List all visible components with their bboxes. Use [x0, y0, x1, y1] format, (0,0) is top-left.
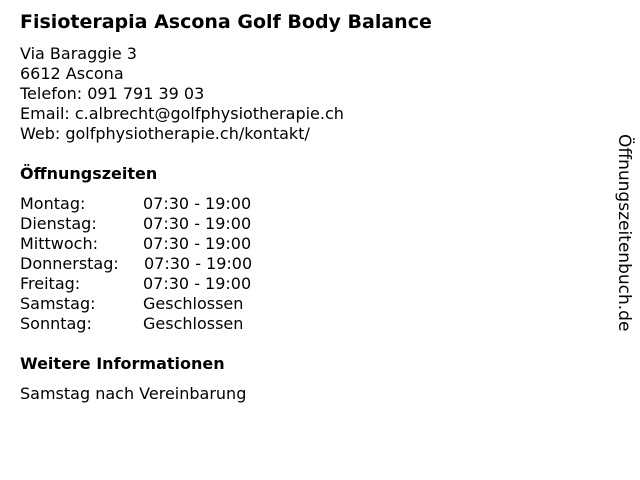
hours-day-label: Samstag:: [20, 294, 96, 313]
opening-hours-heading: Öffnungszeiten: [20, 164, 158, 183]
street-address: Via Baraggie 3: [20, 44, 137, 63]
hours-time-value: 07:30 - 19:00: [143, 274, 252, 293]
business-name: Fisioterapia Ascona Golf Body Balance: [20, 11, 432, 33]
website-address: Web: golfphysiotherapie.ch/kontakt/: [20, 124, 310, 143]
hours-time-value: 07:30 - 19:00: [144, 254, 253, 273]
phone-number: Telefon: 091 791 39 03: [20, 84, 205, 103]
hours-day-label: Mittwoch:: [20, 234, 98, 253]
more-info-heading: Weitere Informationen: [20, 354, 225, 373]
hours-time-value: Geschlossen: [143, 314, 244, 333]
hours-day-label: Sonntag:: [20, 314, 92, 333]
hours-day-label: Freitag:: [20, 274, 81, 293]
brand-watermark: [612, 134, 636, 364]
hours-day-label: Dienstag:: [20, 214, 97, 233]
hours-time-value: 07:30 - 19:00: [143, 194, 252, 213]
address-block: [20, 44, 344, 144]
hours-day-label: Donnerstag:: [20, 254, 119, 273]
hours-time-value: 07:30 - 19:00: [143, 214, 252, 233]
brand-watermark-text: Öffnungszeitenbuch.de: [614, 134, 634, 332]
hours-day-label: Montag:: [20, 194, 86, 213]
hours-time-value: 07:30 - 19:00: [143, 234, 252, 253]
city-postal-code: 6612 Ascona: [20, 64, 124, 83]
hours-time-value: Geschlossen: [143, 294, 244, 313]
email-address: Email: c.albrecht@golfphysiotherapie.ch: [20, 104, 344, 123]
more-info-text: Samstag nach Vereinbarung: [20, 384, 247, 403]
